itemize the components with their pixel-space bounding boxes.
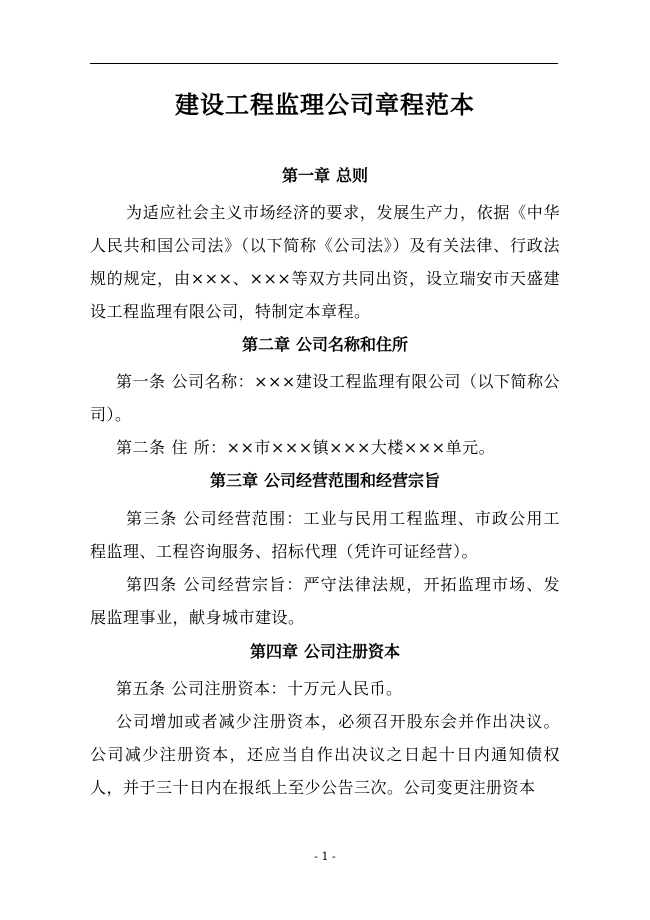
chapter-1-heading — [0, 164, 650, 188]
article-text: 公司经营范围：工业与民用工程监理、市政公用工程监理、工程咨询服务、招标代理（凭许可证经营）。 — [90, 509, 560, 561]
page-number: - 1 - — [314, 850, 336, 863]
chapter-number: 第四章 — [249, 642, 298, 661]
chapter-name: 公司注册资本 — [304, 642, 401, 661]
document-title: 建设工程监理公司章程范本 — [175, 91, 475, 119]
article-4 — [90, 568, 560, 634]
article-label: 第四条 — [126, 575, 178, 594]
article-text: 公司注册资本：十万元人民币。 — [171, 679, 403, 698]
article-2 — [90, 431, 560, 464]
article-1 — [90, 365, 560, 431]
chapter-number: 第一章 — [281, 166, 330, 185]
article-label: 第五条 — [116, 679, 166, 698]
paragraph-capital-change: 公司增加或者减少注册资本，必须召开股东会并作出决议。公司减少注册资本，还应当自作出决议之日起十日内通知债权人，并于三十日内在报纸上至少公告三次。公司变更注册资本 — [90, 712, 560, 797]
chapter-2-heading — [0, 333, 650, 357]
chapter-3-heading — [0, 469, 650, 493]
header-rule — [90, 63, 558, 64]
chapter-name: 公司名称和住所 — [296, 335, 409, 354]
article-5 — [90, 672, 560, 705]
paragraph-general: 为适应社会主义市场经济的要求，发展生产力，依据《中华人民共和国公司法》（以下简称《公司法》）及有关法律、行政法规的规定，由×××、×××等双方共同出资，设立瑞安市天盛建设工程监理有限公司，特制定本章程。 — [90, 203, 560, 321]
article-text: 住 所：××市×××镇×××大楼×××单元。 — [171, 438, 496, 457]
article-3 — [90, 502, 560, 568]
article-label: 第二条 — [116, 438, 166, 457]
chapter-number: 第三章 — [209, 471, 258, 490]
chapter-name: 总则 — [336, 166, 369, 185]
article-label: 第一条 — [116, 372, 166, 391]
article-text: 公司经营宗旨：严守法律法规，开拓监理市场、发展监理事业，献身城市建设。 — [90, 575, 560, 627]
chapter-name: 公司经营范围和经营宗旨 — [264, 471, 441, 490]
chapter-number: 第二章 — [241, 335, 290, 354]
article-text: 公司名称：×××建设工程监理有限公司（以下简称公司）。 — [90, 372, 560, 424]
article-label: 第三条 — [126, 509, 178, 528]
chapter-4-heading — [0, 640, 650, 664]
